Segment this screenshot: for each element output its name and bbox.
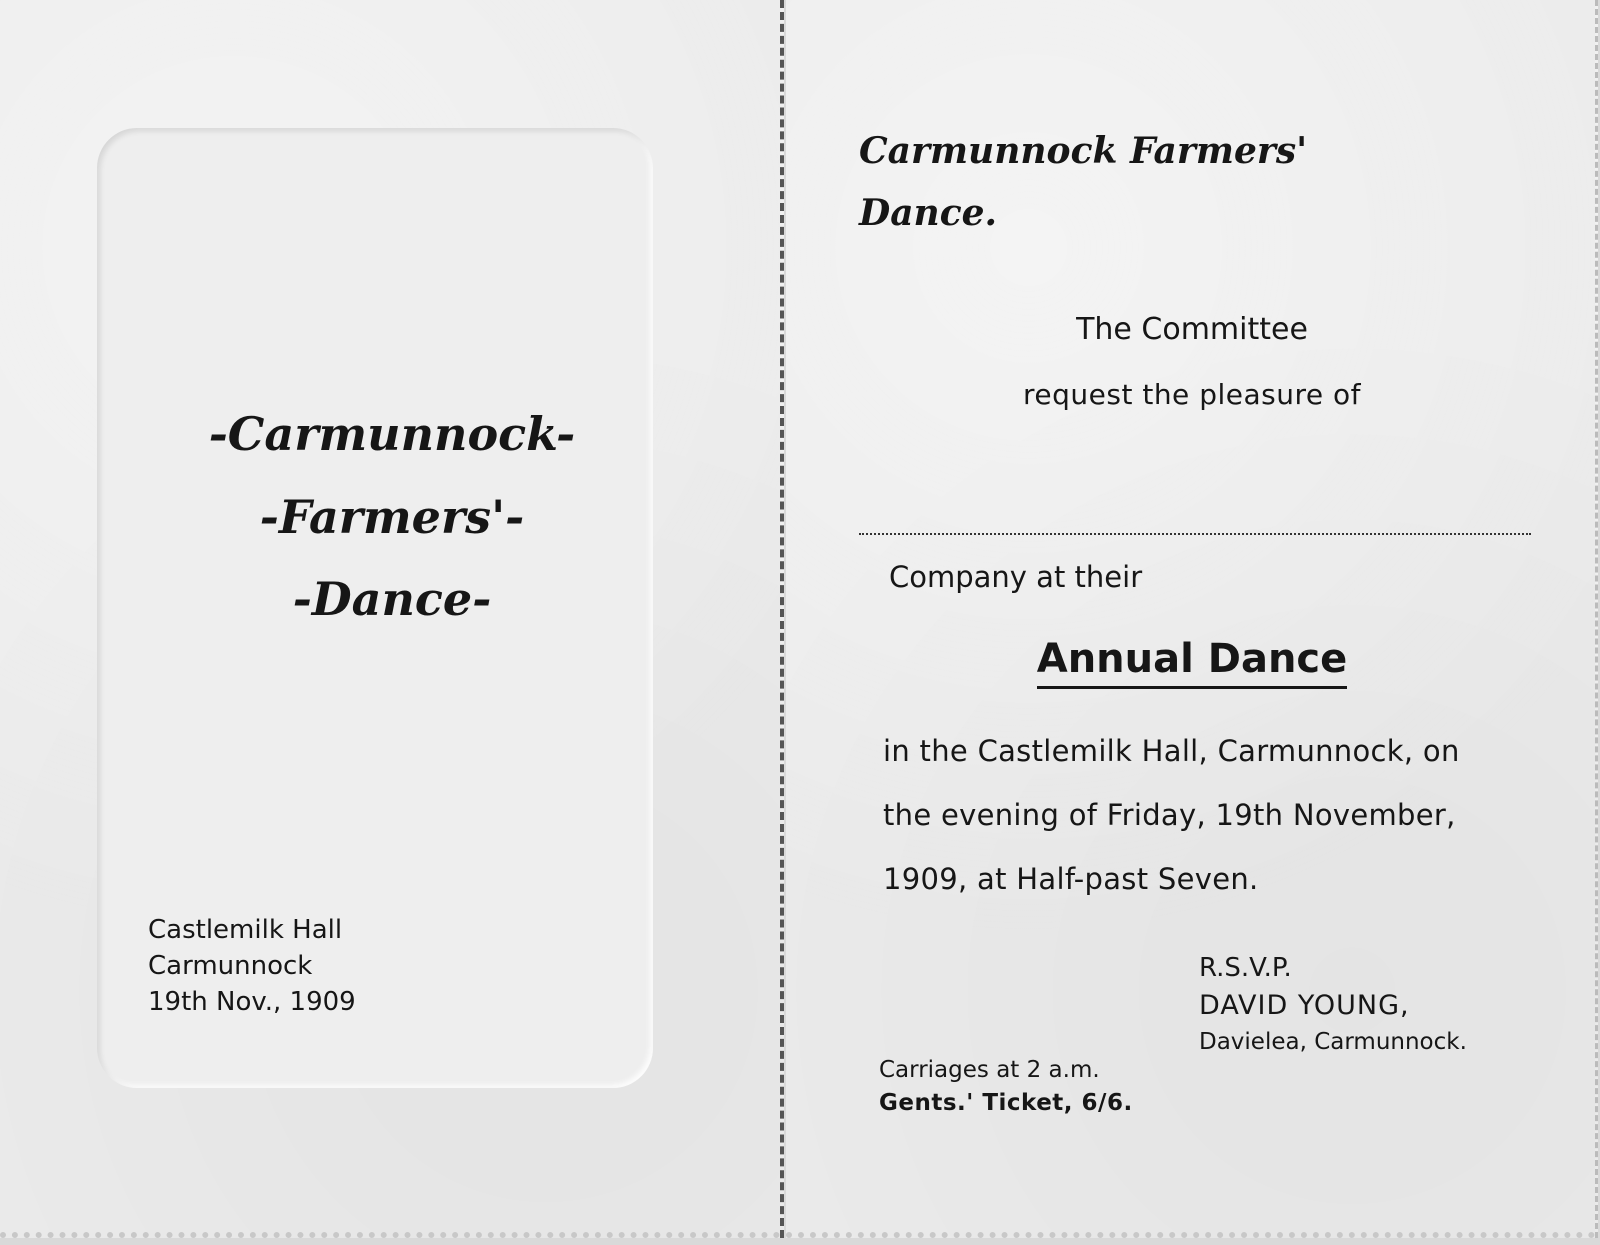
deckle-edge-inside [786,1224,1595,1238]
rsvp-name: DAVID YOUNG, [1199,990,1410,1021]
rsvp-block [1199,950,1467,1061]
inside-heading-line-1: Carmunnock Farmers' [859,130,1308,172]
guest-name-line [859,533,1531,535]
front-venue-date: 19th Nov., 1909 [148,987,356,1017]
front-venue-hall: Castlemilk Hall [148,915,343,945]
details-line-1: in the Castlemilk Hall, Carmunnock, on [883,734,1460,768]
front-venue-block [148,912,356,1020]
front-title-line-1: -Carmunnock- [208,407,576,461]
deckle-edge-front [0,1224,780,1238]
event-name-text: Annual Dance [1037,636,1348,689]
ticket-price: Gents.' Ticket, 6/6. [879,1090,1133,1116]
company-text: Company at their [889,560,1143,594]
inside-heading-line-2: Dance. [859,192,998,234]
details-line-2: the evening of Friday, 19th November, [883,798,1456,832]
details-line-3: 1909, at Half-past Seven. [883,862,1259,896]
rsvp-label: R.S.V.P. [1199,953,1292,983]
carriages-note: Carriages at 2 a.m. [879,1057,1100,1083]
event-name [786,636,1598,682]
front-title-line-2: -Farmers'- [259,490,525,544]
committee-text: The Committee [1076,312,1308,347]
request-text: request the pleasure of [1023,378,1361,411]
rsvp-address: Davielea, Carmunnock. [1199,1029,1467,1055]
front-title-line-3: -Dance- [292,572,492,626]
invitation-inside-page [786,0,1598,1238]
front-venue-town: Carmunnock [148,951,313,981]
invitation-front-cover [0,0,784,1238]
